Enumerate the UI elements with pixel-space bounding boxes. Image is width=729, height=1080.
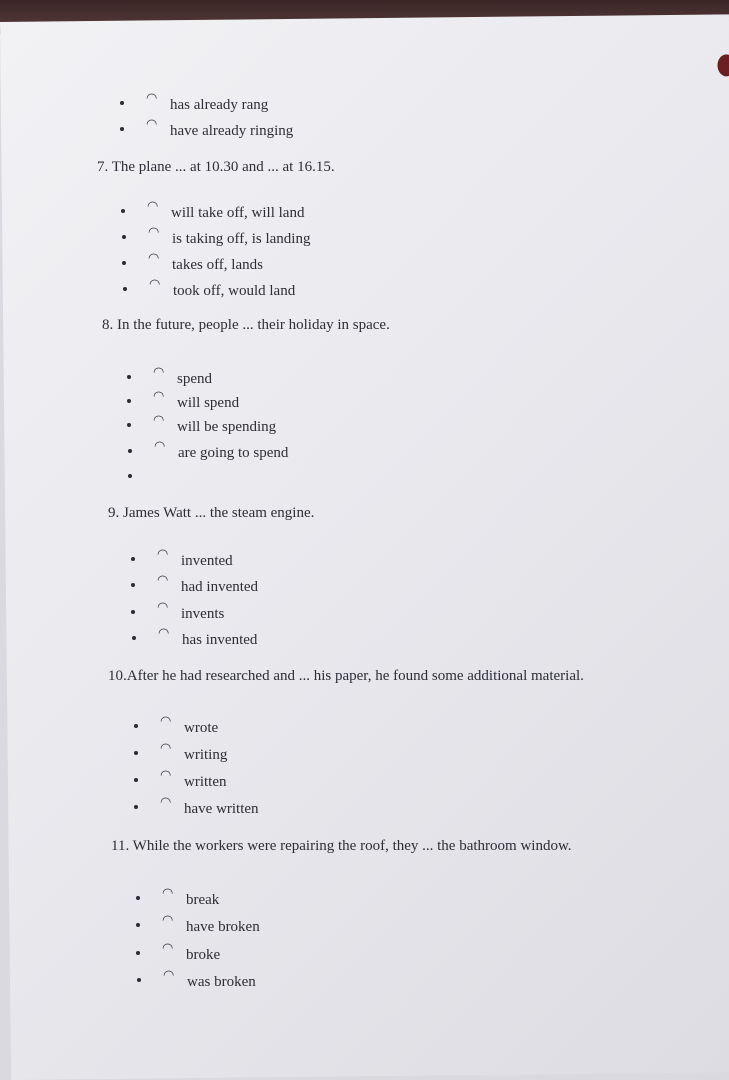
question-7-text: 7. The plane ... at 10.30 and ... at 16.15.: [97, 159, 335, 175]
question-11-text: 11. While the workers were repairing the roof, they ... the bathroom window.: [111, 838, 572, 854]
option-label: have already ringing: [170, 123, 294, 139]
option-label: invented: [181, 553, 233, 569]
radio-button-icon[interactable]: ◠: [160, 714, 172, 729]
radio-button-icon[interactable]: ◠: [153, 365, 165, 380]
radio-button-icon[interactable]: ◠: [147, 199, 159, 214]
radio-button-icon[interactable]: ◠: [162, 913, 174, 928]
option-label: broke: [186, 947, 221, 963]
radio-button-icon[interactable]: ◠: [149, 277, 161, 292]
bullet: [122, 261, 126, 265]
radio-button-icon[interactable]: ◠: [146, 117, 158, 132]
radio-button-icon[interactable]: ◠: [157, 547, 169, 562]
bullet: [131, 583, 135, 587]
option-label: will take off, will land: [171, 205, 305, 221]
question-9-text: 9. James Watt ... the steam engine.: [108, 505, 315, 521]
option-label: invents: [181, 606, 225, 622]
radio-button-icon[interactable]: ◠: [154, 439, 166, 454]
option-label: writing: [184, 747, 228, 763]
option-label: will be spending: [177, 419, 277, 435]
bullet: [136, 896, 140, 900]
bullet: [131, 557, 135, 561]
option-label: wrote: [184, 720, 219, 736]
radio-button-icon[interactable]: ◠: [162, 941, 174, 956]
bullet: [123, 287, 127, 291]
option-label: will spend: [177, 395, 240, 411]
bullet: [136, 923, 140, 927]
option-label: written: [184, 774, 227, 790]
radio-button-icon[interactable]: ◠: [162, 886, 174, 901]
bullet: [137, 978, 141, 982]
radio-button-icon[interactable]: ◠: [148, 225, 160, 240]
radio-button-icon[interactable]: ◠: [146, 91, 158, 106]
bullet: [134, 778, 138, 782]
radio-button-icon[interactable]: ◠: [153, 389, 165, 404]
option-label: is taking off, is landing: [172, 231, 311, 247]
bullet: [127, 375, 131, 379]
bullet: [128, 449, 132, 453]
bullet: [131, 610, 135, 614]
question-8-text: 8. In the future, people ... their holiday in space.: [102, 317, 390, 333]
option-label: are going to spend: [178, 445, 289, 461]
bullet: [121, 209, 125, 213]
bullet: [132, 636, 136, 640]
option-label: takes off, lands: [172, 257, 263, 273]
radio-button-icon[interactable]: ◠: [153, 413, 165, 428]
radio-button-icon[interactable]: ◠: [157, 600, 169, 615]
bullet: [136, 951, 140, 955]
radio-button-icon[interactable]: ◠: [163, 968, 175, 983]
bullet: [134, 724, 138, 728]
radio-button-icon[interactable]: ◠: [160, 795, 172, 810]
bullet: [122, 235, 126, 239]
radio-button-icon[interactable]: ◠: [157, 573, 169, 588]
radio-button-icon[interactable]: ◠: [160, 741, 172, 756]
question-10-text: 10.After he had researched and ... his paper, he found some additional material.: [108, 668, 584, 684]
option-label: was broken: [187, 974, 256, 990]
option-label: took off, would land: [173, 283, 296, 299]
radio-button-icon[interactable]: ◠: [160, 768, 172, 783]
option-label: have written: [184, 801, 259, 817]
bullet: [120, 101, 124, 105]
bullet: [134, 751, 138, 755]
bullet: [134, 805, 138, 809]
bullet: [128, 474, 132, 478]
option-label: has already rang: [170, 97, 269, 113]
option-label: had invented: [181, 579, 259, 595]
radio-button-icon[interactable]: ◠: [148, 251, 160, 266]
bullet: [120, 127, 124, 131]
bullet: [127, 423, 131, 427]
bullet: [127, 399, 131, 403]
option-label: have broken: [186, 919, 260, 935]
radio-button-icon[interactable]: ◠: [158, 626, 170, 641]
option-label: break: [186, 892, 220, 908]
option-label: spend: [177, 371, 212, 387]
option-label: has invented: [182, 632, 258, 648]
